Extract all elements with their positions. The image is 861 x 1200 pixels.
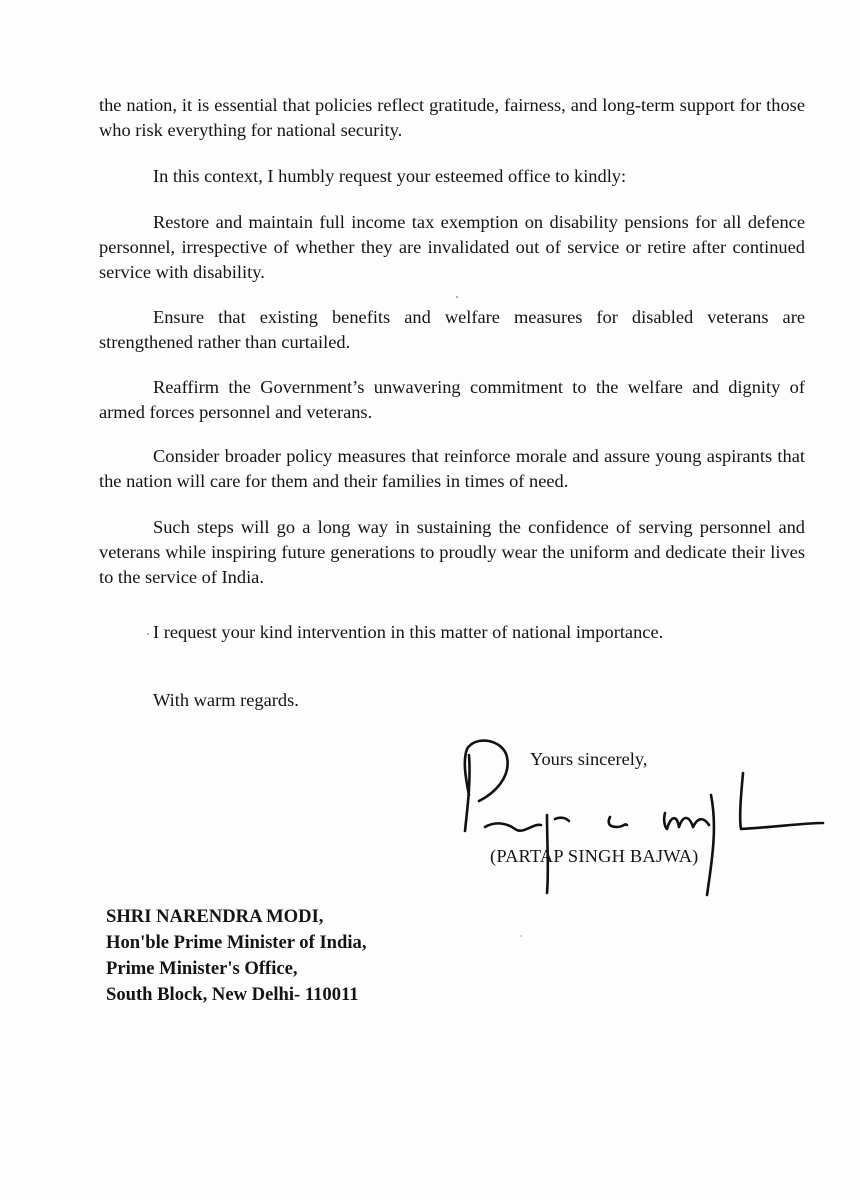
recipient-name: SHRI NARENDRA MODI, bbox=[106, 906, 324, 927]
letter-paragraph-2: In this context, I humbly request your esteemed office to kindly: bbox=[153, 166, 627, 186]
recipient-title: Hon'ble Prime Minister of India, bbox=[106, 932, 367, 953]
recipient-address-block bbox=[106, 904, 366, 1008]
letter-paragraph-7: Such steps will go a long way in sustaining the confidence of serving personnel and veterans while inspiring future generations to proudly wear the uniform and dedicate their lives to the service of India. bbox=[99, 517, 805, 587]
letter-paragraph-8: I request your kind intervention in this matter of national importance. bbox=[153, 622, 664, 642]
letter-paragraph-4: Ensure that existing benefits and welfare measures for disabled veterans are strengthened rather than curtailed. bbox=[99, 307, 805, 352]
letter-paragraph-1: the nation, it is essential that policies reflect gratitude, fairness, and long-term support for those who risk everything for national security. bbox=[99, 95, 805, 140]
handwritten-signature bbox=[455, 735, 835, 900]
closing-salutation: Yours sincerely, bbox=[530, 749, 648, 769]
recipient-office: Prime Minister's Office, bbox=[106, 958, 298, 979]
letter-paragraph-9: With warm regards. bbox=[153, 690, 299, 710]
scan-speck bbox=[147, 633, 149, 635]
letter-paragraph-3: Restore and maintain full income tax exemption on disability pensions for all defence personnel, irrespective of whether they are invalidated out of service or retire after continued service with disability. bbox=[99, 212, 805, 282]
scan-speck bbox=[456, 296, 458, 298]
recipient-address: South Block, New Delhi- 110011 bbox=[106, 984, 359, 1005]
scan-speck bbox=[520, 935, 522, 937]
letter-paragraph-6: Consider broader policy measures that reinforce morale and assure young aspirants that the nation will care for them and their families in times of need. bbox=[99, 446, 805, 491]
letter-paragraph-5: Reaffirm the Government’s unwavering commitment to the welfare and dignity of armed forces personnel and veterans. bbox=[99, 377, 805, 422]
sender-name: (PARTAP SINGH BAJWA) bbox=[490, 846, 699, 866]
